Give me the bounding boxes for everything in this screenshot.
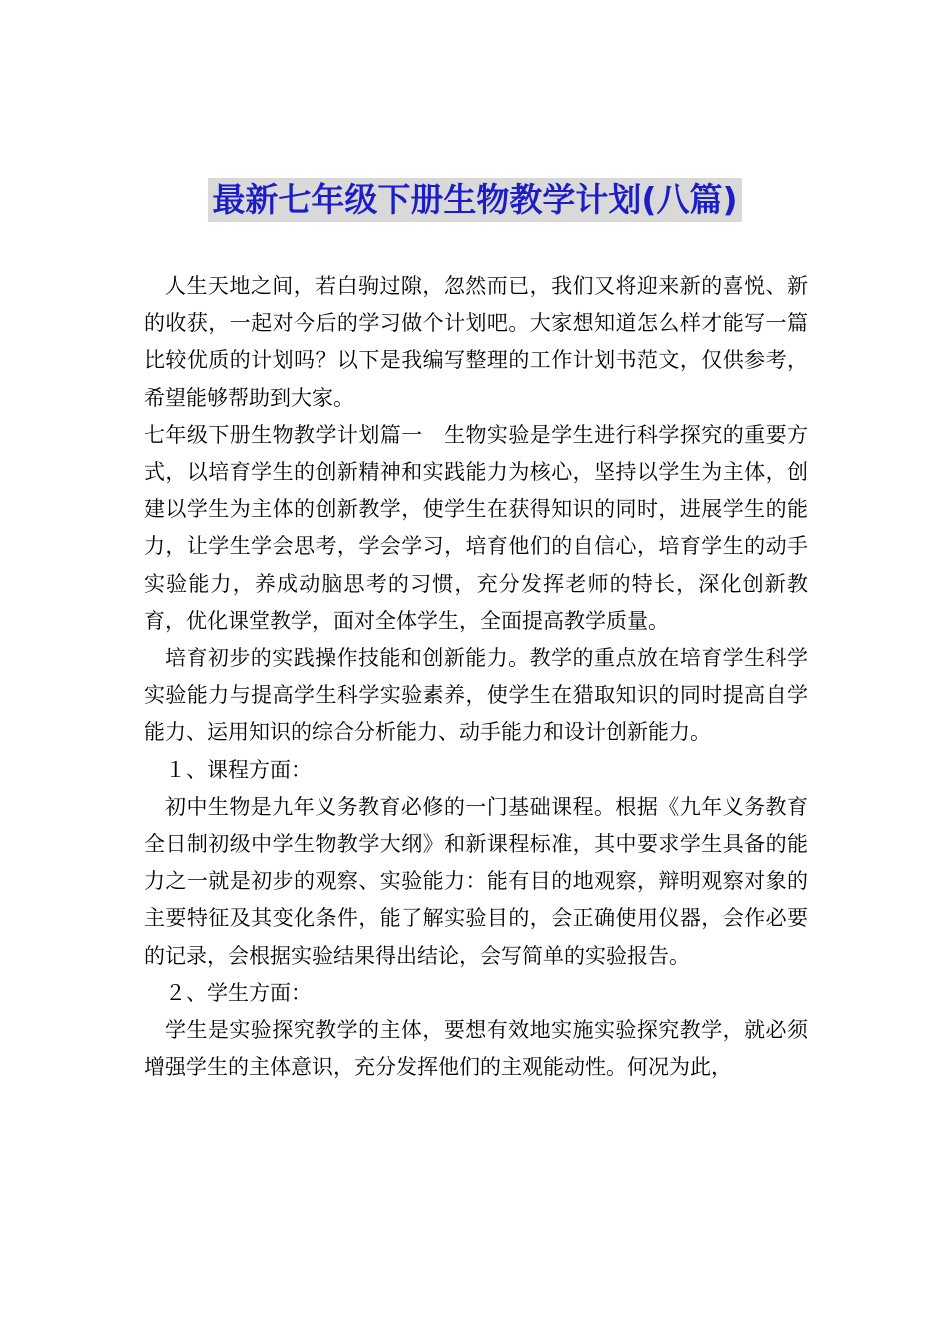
title-container: [0, 178, 950, 222]
document-title: 最新七年级下册生物教学计划(八篇): [208, 178, 741, 222]
student-paragraph: 学生是实验探究教学的主体，要想有效地实施实验探究教学，就必须增强学生的主体意识，充分发挥他们的主观能动性。何况为此，: [144, 1018, 808, 1080]
goal-paragraph: 培育初步的实践操作技能和创新能力。教学的重点放在培育学生科学实验能力与提高学生科学实验素养，使学生在猎取知识的同时提高自学能力、运用知识的综合分析能力、动手能力和设计创新能力。: [144, 646, 808, 745]
course-heading: １、课程方面：: [165, 757, 312, 782]
intro-paragraph: 人生天地之间，若白驹过隙，忽然而已，我们又将迎来新的喜悦、新的收获，一起对今后的学习做个计划吧。大家想知道怎么样才能写一篇比较优质的计划吗？以下是我编写整理的工作计划书范文，仅供参考，希望能够帮助到大家。: [144, 274, 808, 410]
document-body: [144, 268, 808, 1086]
course-paragraph: 初中生物是九年义务教育必修的一门基础课程。根据《九年义务教育全日制初级中学生物教学大纲》和新课程标准，其中要求学生具备的能力之一就是初步的观察、实验能力：能有目的地观察，辩明观察对象的主要特征及其变化条件，能了解实验目的，会正确使用仪器，会作必要的记录，会根据实验结果得出结论，会写简单的实验报告。: [144, 794, 808, 968]
student-heading: ２、学生方面：: [165, 980, 312, 1005]
section-one-paragraph: 七年级下册生物教学计划篇一 生物实验是学生进行科学探究的重要方式，以培育学生的创新精神和实践能力为核心，坚持以学生为主体，创建以学生为主体的创新教学，使学生在获得知识的同时，进展学生的能力，让学生学会思考，学会学习，培育他们的自信心，培育学生的动手实验能力，养成动脑思考的习惯，充分发挥老师的特长，深化创新教育，优化课堂教学，面对全体学生，全面提高教学质量。: [144, 422, 808, 633]
